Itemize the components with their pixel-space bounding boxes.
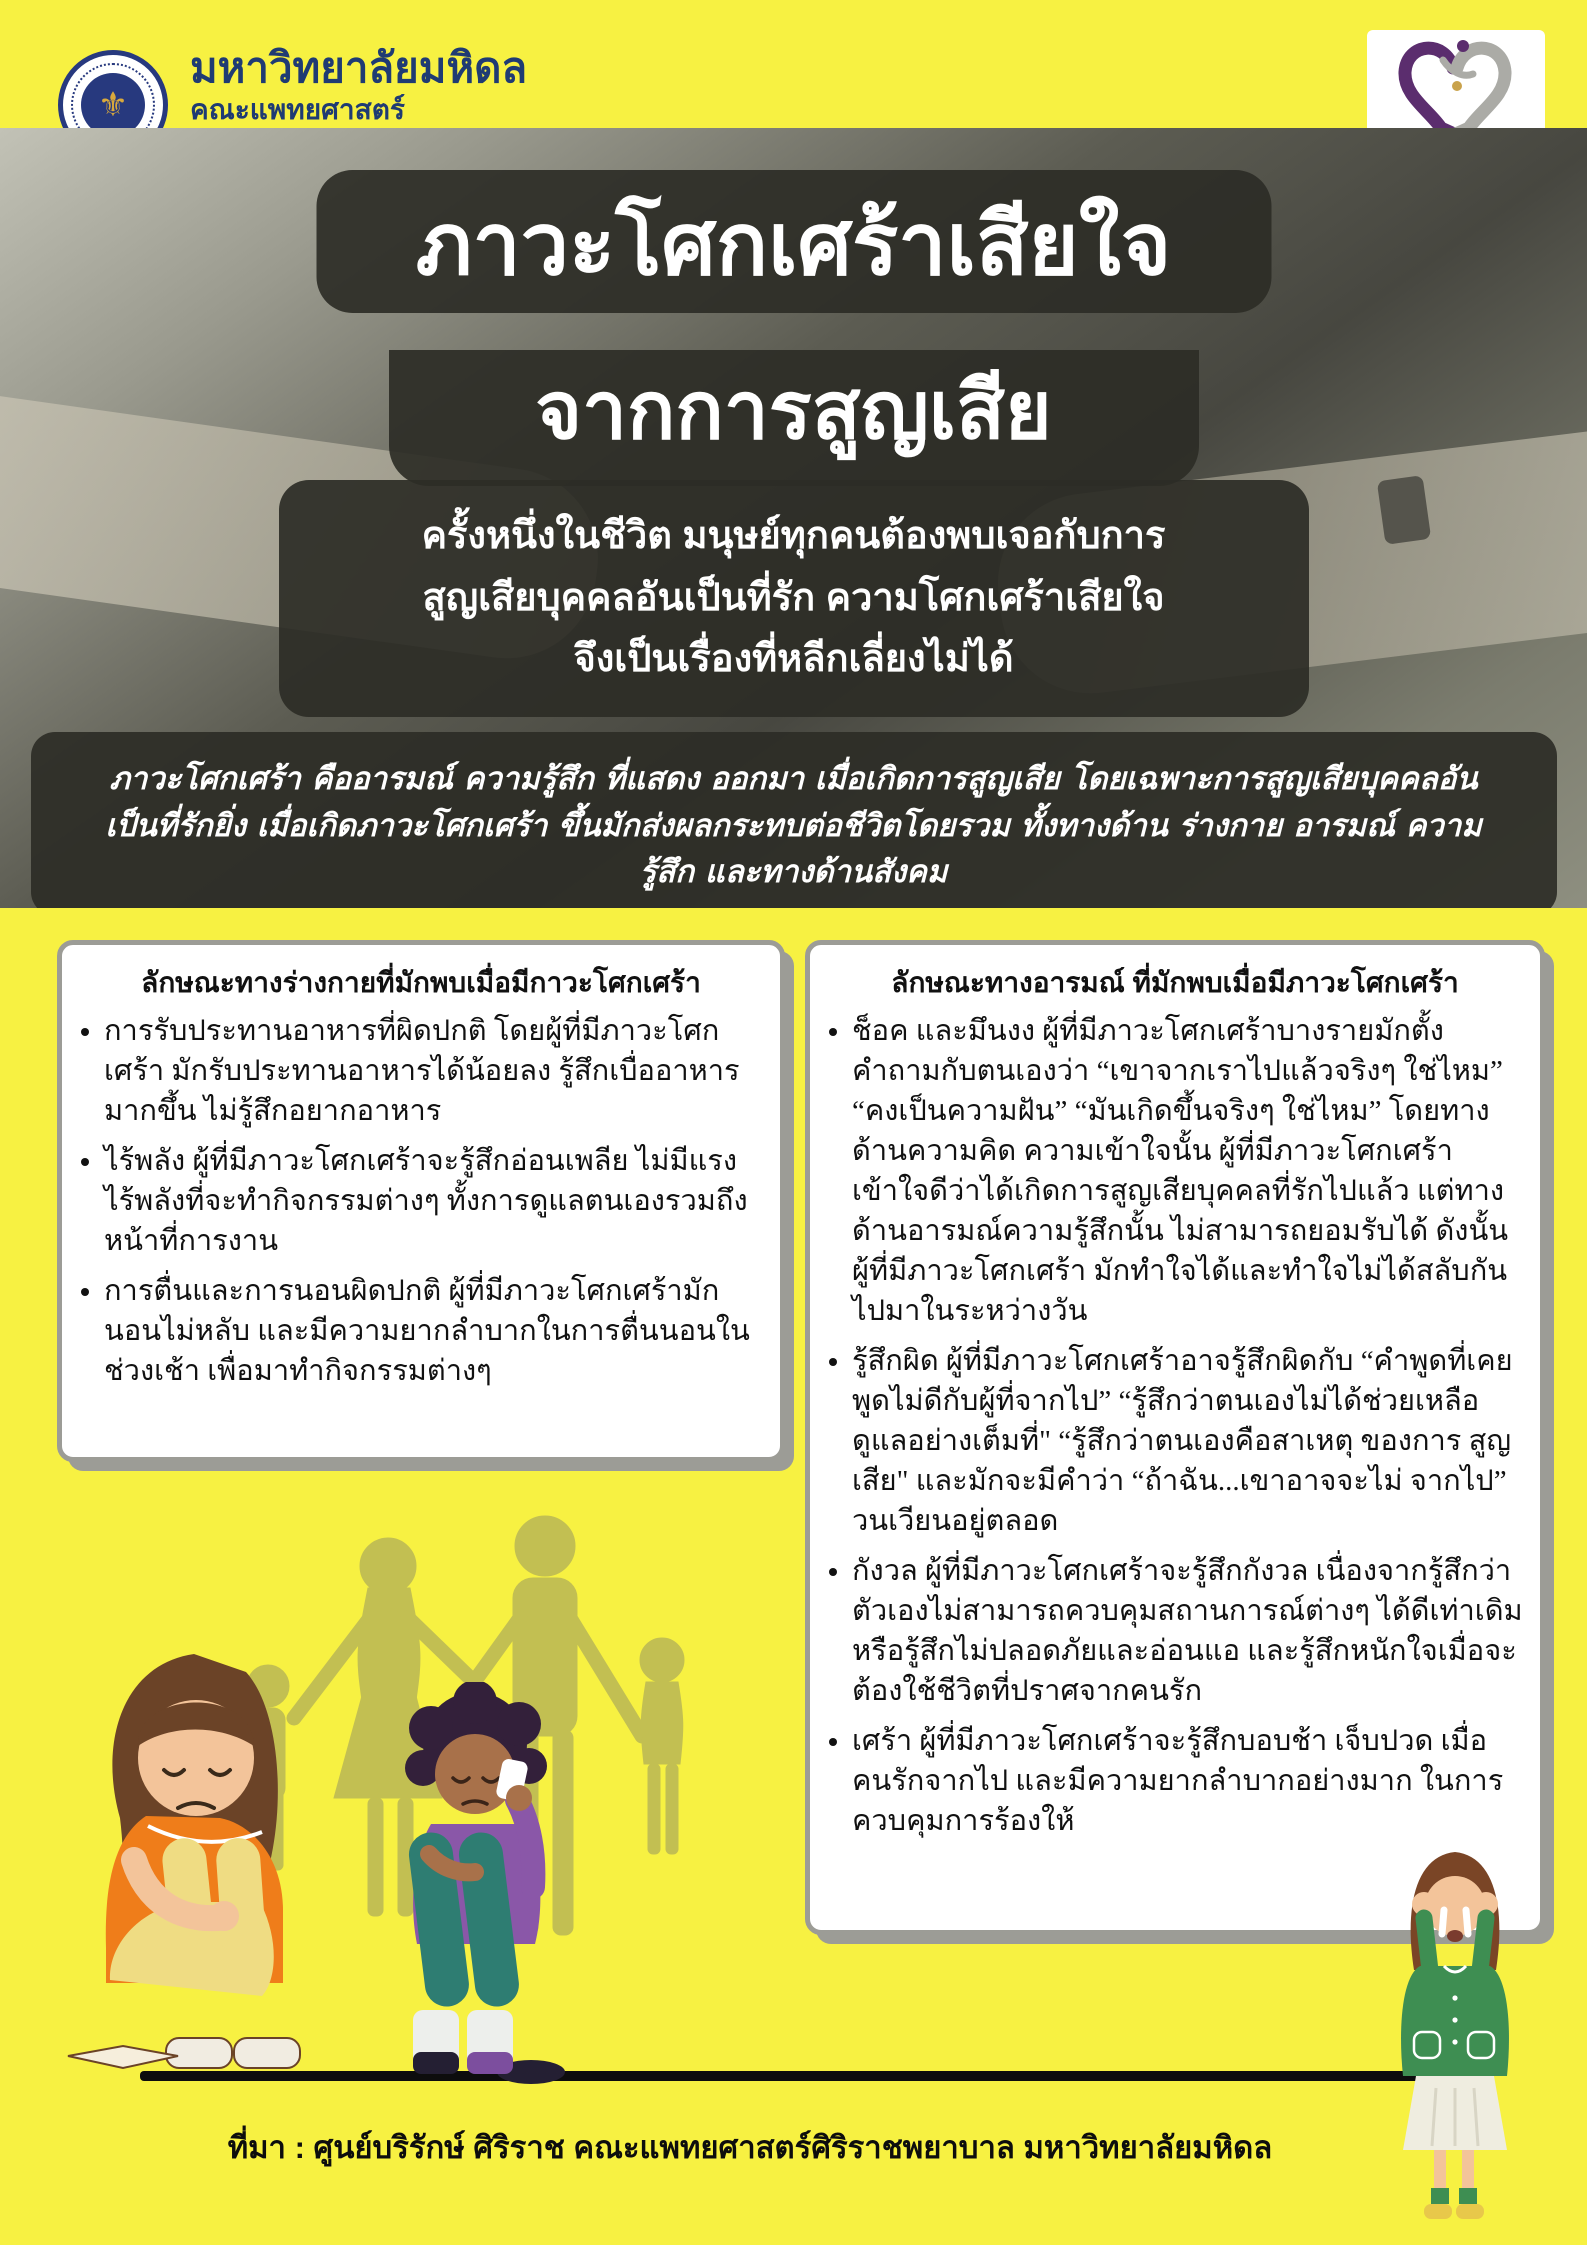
poster-title-line2: จากการสูญเสีย: [389, 350, 1199, 486]
wrist-watch-shape: [1377, 475, 1431, 545]
list-item: • กังวล ผู้ที่มีภาวะโศกเศร้าจะรู้สึกกังวล เนื่องจากรู้สึกว่าตัวเองไม่สามารถควบคุมสถานการณ์ต่างๆ ได้ดีเท่าเดิม หรือรู้สึกไม่ปลอดภัยและอ่อนแอ และรู้สึกหนักใจเมื่อจะต้องใช้ชีวิตที่ปราศจากคนรัก: [852, 1551, 1532, 1711]
list-item: • เศร้า ผู้ที่มีภาวะโศกเศร้าจะรู้สึกบอบช้า เจ็บปวด เมื่อ คนรักจากไป และมีความยากลำบากอย่างมาก ในการ ควบคุมการร้องให้: [852, 1721, 1532, 1841]
physical-panel-title: ลักษณะทางร่างกายที่มักพบเมื่อมีกาวะโศกเศร้า: [141, 967, 701, 998]
physical-signs-panel: [57, 940, 785, 1462]
physical-bullet-list: [76, 1011, 772, 1391]
intro-line: ภาวะโศกเศร้า คืออารมณ์ ความรู้สึก ที่แสดง ออกมา เมื่อเกิดการสูญเสีย โดยเฉพาะการสูญเสียบุคคลอัน: [109, 761, 1478, 797]
intro-line: รู้สึก และทางด้านสังคม: [639, 854, 948, 890]
emotional-bullet-list: [824, 1011, 1532, 1841]
emotional-signs-panel: [805, 940, 1545, 1935]
poster-title-line1: ภาวะโศกเศร้าเสียใจ: [316, 170, 1271, 313]
poster-subtitle: [279, 480, 1309, 717]
faculty-name: คณะแพทยศาสตร์: [190, 94, 405, 126]
university-name: มหาวิทยาลัยมหิดล: [190, 44, 528, 91]
grief-definition-paragraph: [31, 732, 1557, 908]
list-item: • การตื่นและการนอนผิดปกติ ผู้ที่มีภาวะโศกเศร้ามักนอนไม่หลับ และมีความยากลำบากในการตื่นนอนในช่วงเช้า เพื่อมาทำกิจกรรมต่างๆ: [104, 1271, 772, 1391]
seal-emblem-icon: ⚜: [81, 73, 145, 137]
subtitle-line: จึงเป็นเรื่องที่หลีกเลี่ยงไม่ได้: [573, 638, 1014, 681]
list-item: • ไร้พลัง ผู้ที่มีภาวะโศกเศร้าจะรู้สึกอ่อนเพลีย ไม่มีแรง ไร้พลังที่จะทำกิจกรรมต่างๆ ทั้งการดูแลตนเองรวมถึงหน้าที่การงาน: [104, 1141, 772, 1261]
source-attribution: ที่มา : ศูนย์บริรักษ์ ศิริราช คณะแพทยศาสตร์ศิริราชพยาบาล มหาวิทยาลัยมหิดล: [227, 2130, 1273, 2165]
list-item: • รู้สึกผิด ผู้ที่มีภาวะโศกเศร้าอาจรู้สึกผิดกับ “คำพูดที่เคยพูดไม่ดีกับผู้ที่จากไป” “รู้สึกว่าตนเองไม่ได้ช่วยเหลือ ดูแลอย่างเต็มที่" “รู้สึกว่าตนเองคือสาเหตุ ของการ สูญเสีย" และมักจะมีคำว่า “ถ้าฉัน...เขาอาจจะไม่ จากไป” วนเวียนอยู่ตลอด: [852, 1341, 1532, 1541]
ribbon-heart-icon: [1391, 30, 1521, 140]
sad-girl-sitting-illustration: [48, 1648, 348, 2078]
subtitle-line: สูญเสียบุคคลอันเป็นที่รัก ความโศกเศร้าเสียใจ: [422, 576, 1165, 619]
crying-person-illustration: [383, 1682, 573, 2087]
emotional-panel-title: ลักษณะทางอารมณ์ ที่มักพบเมื่อมีภาวะโศกเศร้า: [891, 967, 1459, 998]
hands-photo-hero: [0, 128, 1587, 908]
subtitle-line: ครั้งหนึ่งในชีวิต มนุษย์ทุกคนต้องพบเจอกับการ: [421, 515, 1166, 557]
intro-line: เป็นที่รักยิ่ง เมื่อเกิดภาวะโศกเศร้า ขึ้นมักส่งผลกระทบต่อชีวิตโดยรวม ทั้งทางด้าน ร่างกาย อารมณ์ ความ: [105, 807, 1482, 844]
list-item: • การรับประทานอาหารที่ผิดปกติ โดยผู้ที่มีภาวะโศกเศร้า มักรับประทานอาหารได้น้อยลง รู้สึกเบื่ออาหารมากขึ้น ไม่รู้สึกอยากอาหาร: [104, 1011, 772, 1131]
list-item: • ช็อค และมึนงง ผู้ที่มีภาวะโศกเศร้าบางรายมักตั้งคำถามกับตนเองว่า “เขาจากเราไปแล้วจริงๆ ใช่ไหม” “คงเป็นความฝัน” “มันเกิดขึ้นจริงๆ ใช่ไหม” โดยทาง ด้านความคิด ความเข้าใจนั้น ผู้ที่มีภาวะโศกเศร้า เข้าใจดีว่าได้เกิดการสูญเสียบุคคลที่รักไปแล้ว แต่ทาง ด้านอารมณ์ความรู้สึกนั้น ไม่สามารถยอมรับได้ ดังนั้น ผู้ที่มีภาวะโศกเศร้า มักทำใจได้และทำใจไม่ได้สลับกัน ไปมาในระหว่างวัน: [852, 1011, 1532, 1331]
